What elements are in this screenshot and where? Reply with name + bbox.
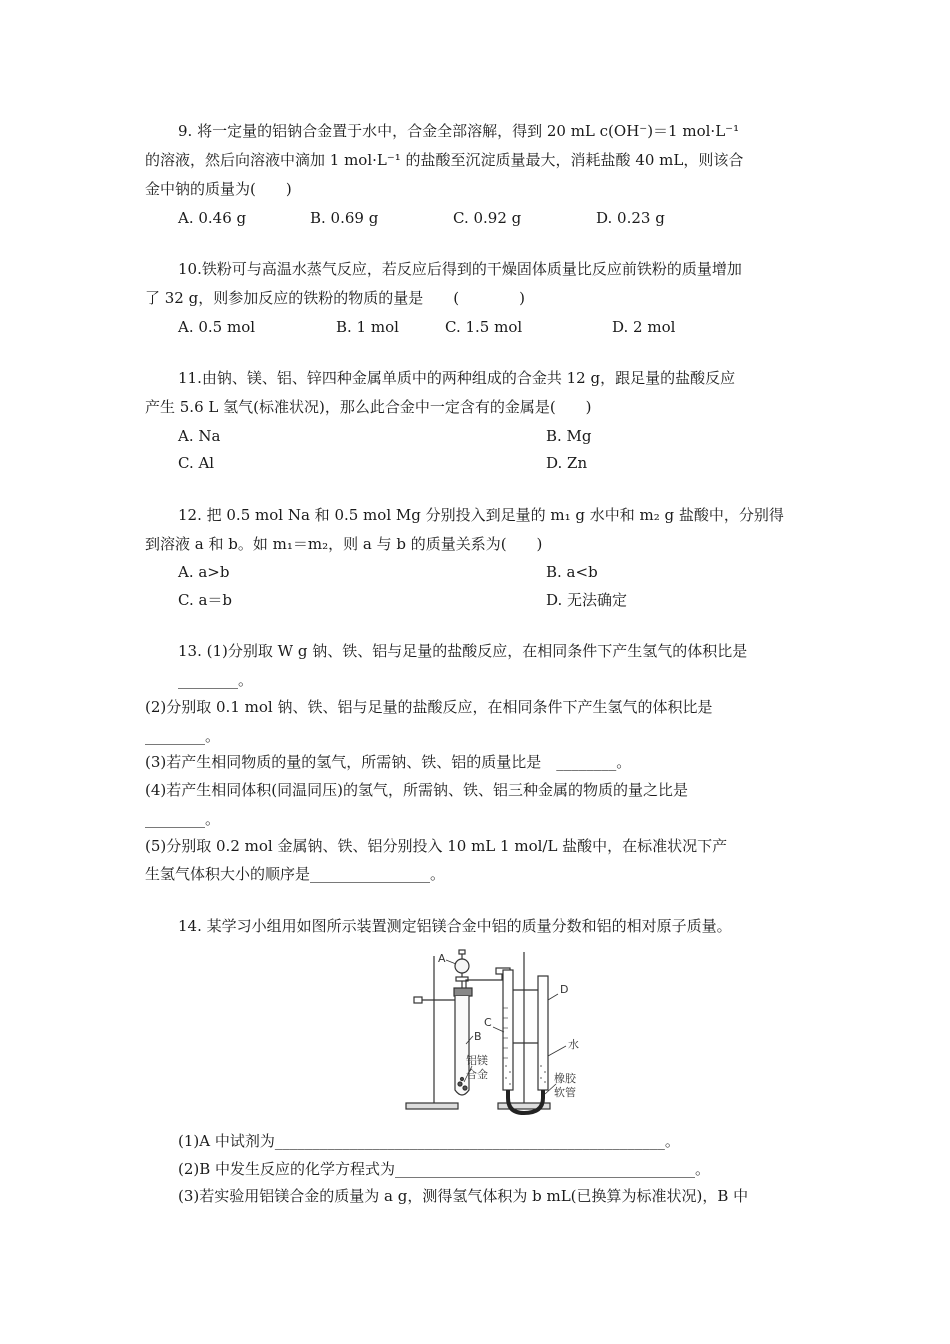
label-b: B <box>474 1030 482 1043</box>
label-alloy-line1: 铝镁 <box>466 1054 488 1067</box>
left-stand-base <box>406 1103 458 1109</box>
label-hose-line1: 橡胶 <box>554 1072 576 1085</box>
q9-stem-line2: 的溶液，然后向溶液中滴加 1 mol·L⁻¹ 的盐酸至沉淀质量最大，消耗盐酸 40 mL，则该合 <box>145 151 744 169</box>
q10-option-c: C. 1.5 mol <box>445 318 523 336</box>
q10-option-a: A. 0.5 mol <box>178 318 256 336</box>
q10-stem-line1: 10.铁粉可与高温水蒸气反应，若反应后得到的干燥固体质量比反应前铁粉的质量增加 <box>178 260 742 278</box>
q13-part2-blank[interactable]: ________。 <box>145 727 221 745</box>
q12-option-b: B. a<b <box>546 563 598 581</box>
q9-option-b: B. 0.69 g <box>310 209 379 227</box>
q10-option-b: B. 1 mol <box>336 318 399 336</box>
label-d: D <box>560 983 569 996</box>
q13-part1-blank[interactable]: ________。 <box>178 671 254 689</box>
label-a: A <box>438 952 446 965</box>
q13-part2-line1: (2)分别取 0.1 mol 钠、铁、铝与足量的盐酸反应，在相同条件下产生氢气的体积比是 <box>145 698 713 716</box>
q12-stem-line2: 到溶液 a 和 b。如 m₁＝m₂，则 a 与 b 的质量关系为( ) <box>145 535 543 553</box>
q11-stem-line2: 产生 5.6 L 氢气(标准状况)，那么此合金中一定含有的金属是( ) <box>145 398 592 416</box>
q11-stem-line1: 11.由钠、镁、铝、锌四种金属单质中的两种组成的合金共 12 g，跟足量的盐酸反应 <box>178 369 736 387</box>
q9-stem-line1: 9. 将一定量的铝钠合金置于水中，合金全部溶解，得到 20 mL c(OH⁻)＝1 mol·L⁻¹ <box>178 122 740 140</box>
q12-option-a: A. a>b <box>178 563 230 581</box>
q12-stem-line1: 12. 把 0.5 mol Na 和 0.5 mol Mg 分别投入到足量的 m₁ g 水中和 m₂ g 盐酸中，分别得 <box>178 506 784 524</box>
q9-option-d: D. 0.23 g <box>596 209 665 227</box>
q14-stem: 14. 某学习小组用如图所示装置测定铝镁合金中铝的质量分数和铝的相对原子质量。 <box>178 917 732 935</box>
label-hose-line2: 软管 <box>554 1086 576 1099</box>
label-alloy-line2: 合金 <box>466 1068 488 1081</box>
q10-stem-line2: 了 32 g，则参加反应的铁粉的物质的量是 ( ) <box>145 289 525 307</box>
q14-sub1[interactable]: (1)A 中试剂为____________________________________________________。 <box>178 1132 680 1150</box>
funnel-a <box>455 959 469 973</box>
q10-option-d: D. 2 mol <box>612 318 676 336</box>
q13-part4-blank[interactable]: ________。 <box>145 810 221 828</box>
q13-part5-line1: (5)分别取 0.2 mol 金属钠、铁、铝分别投入 10 mL 1 mol/L 盐酸中，在标准状况下产 <box>145 837 728 855</box>
q12-option-d: D. 无法确定 <box>546 591 628 609</box>
q13-part5-line2: 生氢气体积大小的顺序是________________。 <box>145 865 446 883</box>
q13-part1-line1: 13. (1)分别取 W g 钠、铁、铝与足量的盐酸反应，在相同条件下产生氢气的体积比是 <box>178 642 748 660</box>
q9-option-c: C. 0.92 g <box>453 209 522 227</box>
q11-option-d: D. Zn <box>546 454 588 472</box>
apparatus-figure <box>400 948 600 1118</box>
q11-option-b: B. Mg <box>546 427 592 445</box>
q14-sub3: (3)若实验用铝镁合金的质量为 a g，测得氢气体积为 b mL(已换算为标准状况)，B 中 <box>178 1187 749 1205</box>
q11-option-c: C. Al <box>178 454 215 472</box>
q9-stem-line3: 金中钠的质量为( ) <box>145 180 292 198</box>
q12-option-c: C. a＝b <box>178 591 233 609</box>
burette-c <box>503 970 513 1090</box>
label-water: 水 <box>568 1038 579 1051</box>
q13-part4-line1: (4)若产生相同体积(同温同压)的氢气，所需钠、铁、铝三种金属的物质的量之比是 <box>145 781 688 799</box>
tube-d <box>538 976 548 1090</box>
q11-option-a: A. Na <box>178 427 221 445</box>
q9-option-a: A. 0.46 g <box>178 209 247 227</box>
q13-part3: (3)若产生相同物质的量的氢气，所需钠、铁、铝的质量比是 ________。 <box>145 753 632 771</box>
q14-sub2[interactable]: (2)B 中发生反应的化学方程式为________________________________________。 <box>178 1160 711 1178</box>
label-c: C <box>484 1016 492 1029</box>
